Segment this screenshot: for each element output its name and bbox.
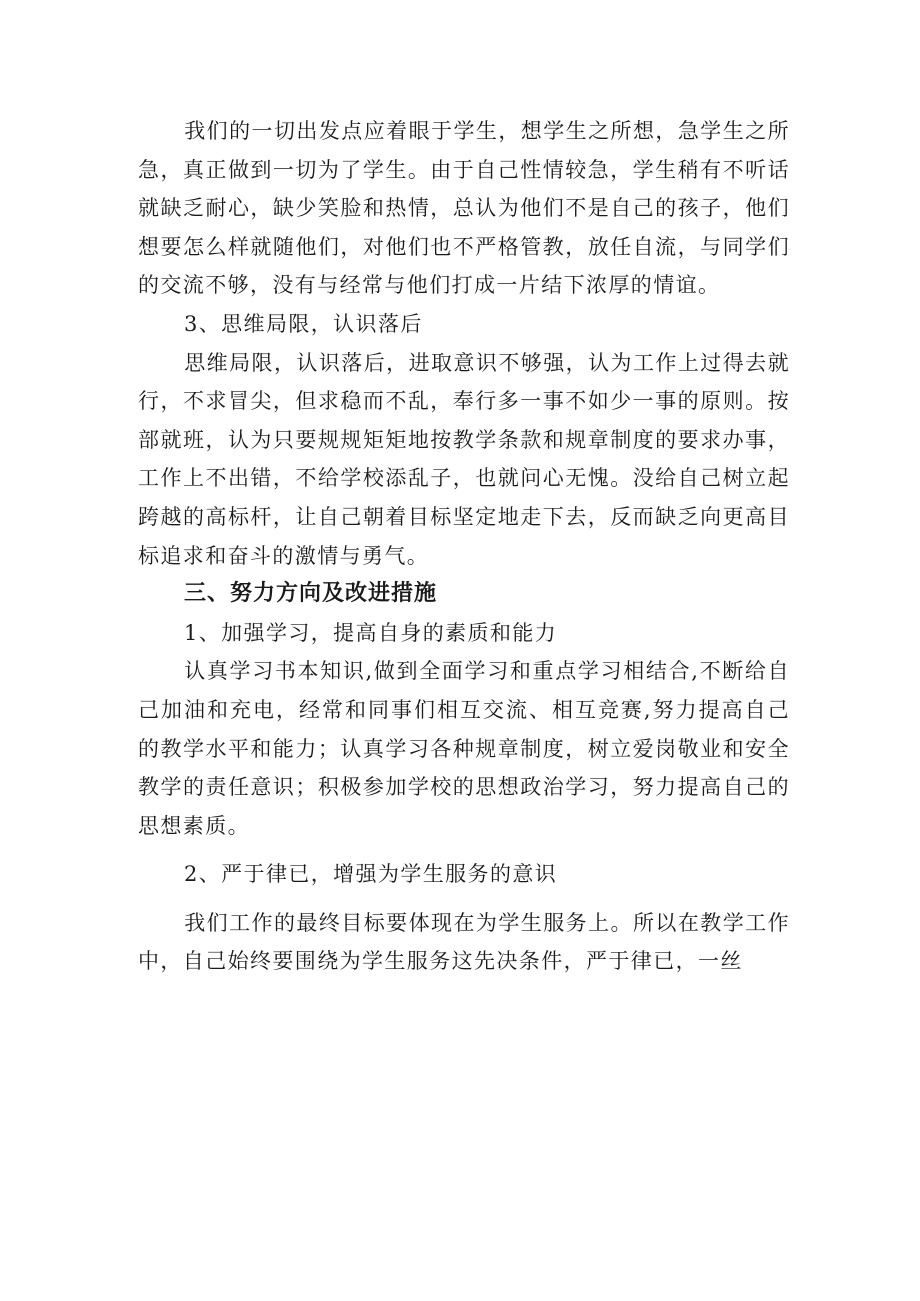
paragraph-limited-thinking: 思维局限，认识落后，进取意识不够强，认为工作上过得去就行，不求冒尖，但求稳而不乱，奉行多一事不如少一事的原则。按部就班，认为只要规规矩矩地按教学条款和规章制度的要求办事，工作上不出错，不给学校添乱子，也就问心无愧。没给自己树立起跨越的高标杆，让自己朝着目标坚定地走下去，反而缺乏向更高目标追求和奋斗的激情与勇气。 <box>138 350 790 568</box>
subheading-limited-thinking: 3、思维局限，认识落后 <box>184 311 423 336</box>
section-heading-improvement: 三、努力方向及改进措施 <box>184 581 438 607</box>
document-page <box>138 112 790 981</box>
paragraph-strengthen-study: 认真学习书本知识,做到全面学习和重点学习相结合,不断给自己加油和充电，经常和同事们相互交流、相互竞赛,努力提高自己的教学水平和能力；认真学习各种规章制度，树立爱岗敬业和安全教学的责任意识；积极参加学校的思想政治学习，努力提高自己的思想素质。 <box>138 659 790 838</box>
spacer <box>138 845 790 855</box>
paragraph-serve-students: 我们工作的最终目标要体现在为学生服务上。所以在教学工作中，自己始终要围绕为学生服务这先决条件，严于律已，一丝 <box>138 910 790 974</box>
paragraph-student-focus: 我们的一切出发点应着眼于学生，想学生之所想，急学生之所急，真正做到一切为了学生。由于自己性情较急，学生稍有不听话就缺乏耐心，缺少笑脸和热情，总认为他们不是自己的孩子，他们想要怎么样就随他们，对他们也不严格管教，放任自流，与同学们的交流不够，没有与经常与他们打成一片结下浓厚的情谊。 <box>138 119 790 298</box>
subheading-self-discipline: 2、严于律已，增强为学生服务的意识 <box>184 862 558 887</box>
spacer <box>138 894 790 904</box>
subheading-strengthen-study: 1、加强学习，提高自身的素质和能力 <box>184 620 558 645</box>
